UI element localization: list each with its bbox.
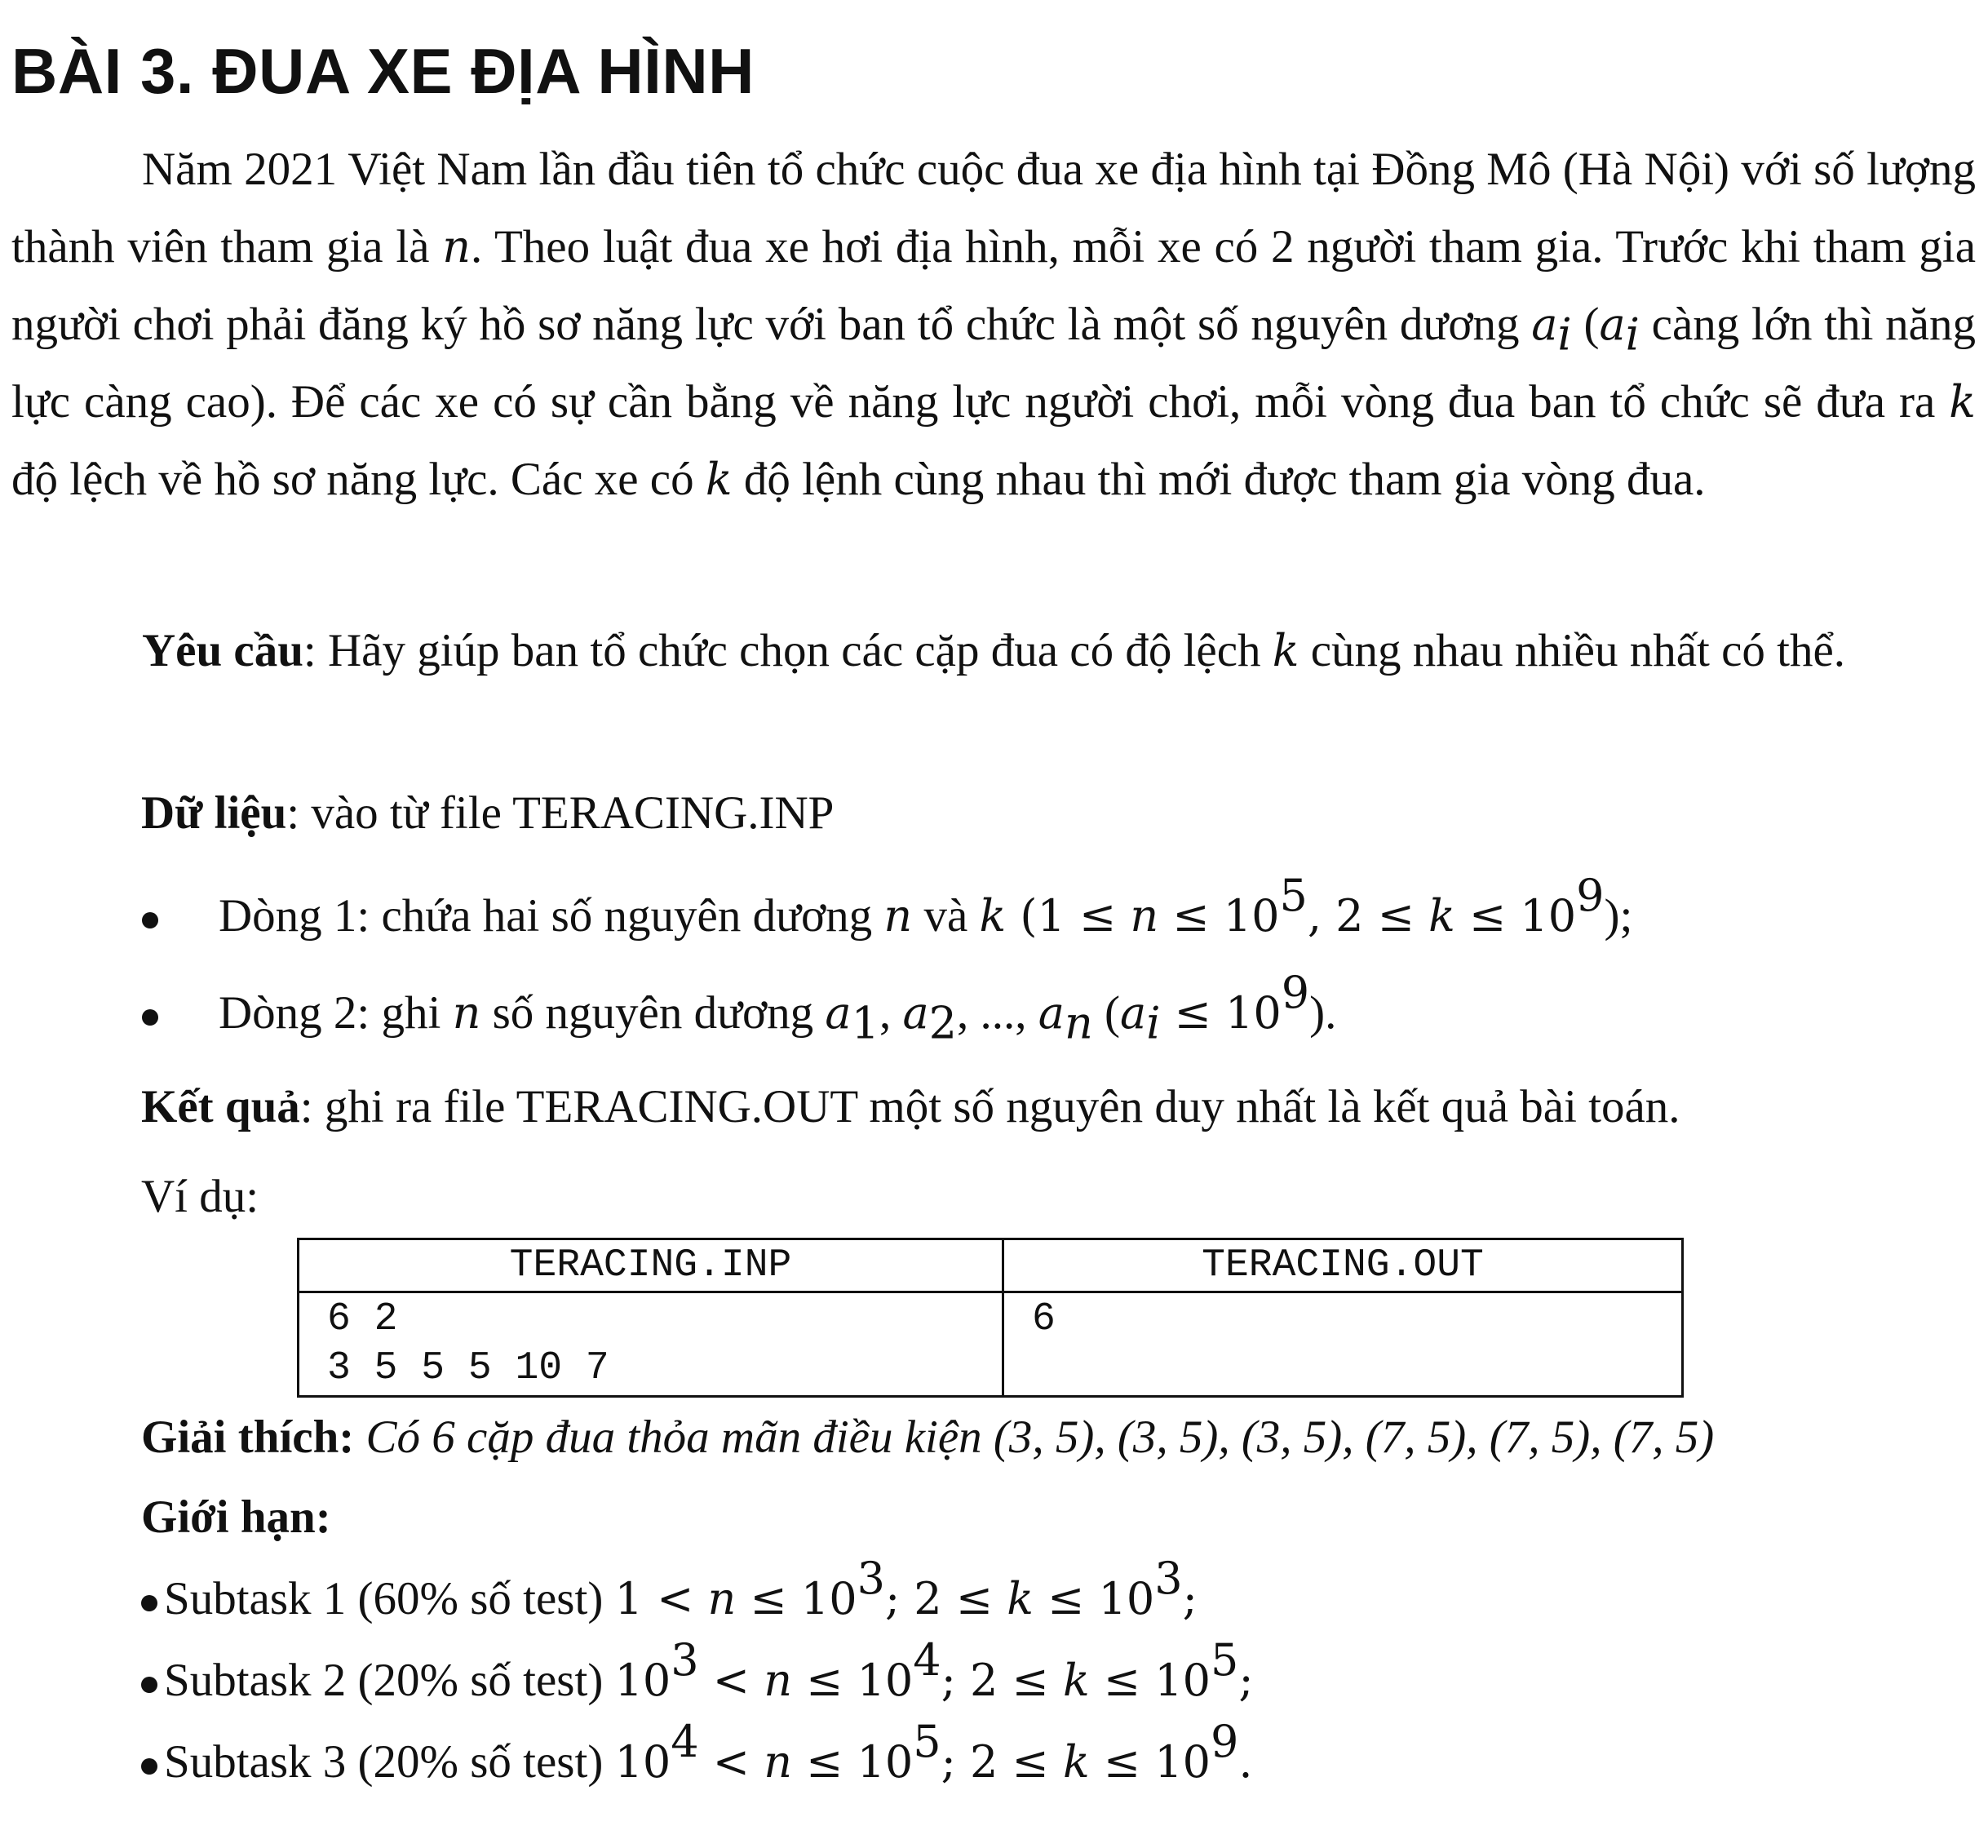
constraint-part: ≤ 10 bbox=[1454, 890, 1577, 942]
var-n: n bbox=[442, 221, 472, 273]
example-output-cell: 6 bbox=[1003, 1292, 1683, 1397]
example-label: Ví dụ: bbox=[141, 1171, 259, 1222]
input-bullet-2 bbox=[142, 966, 1337, 1049]
output-heading bbox=[141, 1079, 1680, 1136]
subscript: 2 bbox=[928, 997, 958, 1049]
explanation-label: Giải thích: bbox=[141, 1411, 355, 1463]
subtask-1 bbox=[141, 1552, 1198, 1628]
bullet-2-text-b: số nguyên dương bbox=[480, 987, 826, 1039]
input-label: Dữ liệu bbox=[141, 787, 287, 839]
constraint-end: ; bbox=[1238, 1655, 1254, 1706]
paren-close: ). bbox=[1309, 987, 1337, 1039]
var-n: n bbox=[452, 987, 481, 1039]
var-n: n bbox=[883, 890, 913, 942]
constraint-part: ; 2 ≤ bbox=[884, 1573, 1007, 1624]
bullet-1-text-a: Dòng 1: chứa hai số nguyên dương bbox=[219, 890, 884, 942]
var-a: a bbox=[1531, 299, 1558, 350]
var-k: k bbox=[705, 454, 733, 505]
output-text: : ghi ra file TERACING.OUT một số nguyên duy nhất là kết quả bài toán. bbox=[299, 1081, 1680, 1132]
var-a: a bbox=[1038, 987, 1065, 1039]
table-row bbox=[299, 1292, 1683, 1397]
example-table bbox=[297, 1238, 1684, 1398]
subscript: n bbox=[1064, 997, 1093, 1049]
exponent: 3 bbox=[857, 1552, 885, 1604]
constraint-part: ≤ 10 bbox=[1089, 1655, 1211, 1706]
constraint-end: ; bbox=[1182, 1573, 1198, 1624]
intro-text-1: Năm 2021 Việt Nam lần đầu tiên tổ chức cuộc đua xe địa hình tại Đồng Mô (Hà Nội) với số lượng thành viên tham gia là bbox=[11, 144, 1976, 273]
var-k: k bbox=[1062, 1736, 1090, 1788]
exponent: 3 bbox=[1154, 1552, 1183, 1604]
requirement-text-2: cùng nhau nhiều nhất có thể. bbox=[1299, 625, 1846, 676]
table-header-input: TERACING.INP bbox=[299, 1239, 1003, 1292]
var-a: a bbox=[902, 987, 929, 1039]
requirement-label: Yêu cầu bbox=[142, 625, 303, 676]
input-text: : vào từ file TERACING.INP bbox=[286, 787, 835, 839]
constraint-part: ≤ 10 bbox=[1160, 987, 1282, 1039]
comma: , bbox=[879, 987, 903, 1039]
constraint-part: 10 bbox=[614, 1655, 671, 1706]
ellipsis: ..., bbox=[980, 987, 1038, 1039]
constraint-part: ≤ 10 bbox=[736, 1573, 857, 1624]
sub-i: i bbox=[1557, 308, 1572, 361]
subtask-2 bbox=[141, 1633, 1254, 1709]
exponent: 5 bbox=[1210, 1633, 1239, 1686]
explanation bbox=[141, 1409, 1714, 1466]
var-k: k bbox=[979, 890, 1007, 942]
constraint-part: ; 2 ≤ bbox=[941, 1655, 1063, 1706]
intro-text-5: độ lệch về hồ sơ năng lực. Các xe có bbox=[11, 454, 706, 505]
input-heading bbox=[141, 785, 834, 842]
constraint-part: 1 < bbox=[614, 1573, 708, 1624]
sub-i: i bbox=[1625, 308, 1640, 361]
constraint-part: < bbox=[698, 1655, 764, 1706]
explanation-text: Có 6 cặp đua thỏa mãn điều kiện (3, 5), (3, 5), (3, 5), (7, 5), (7, 5), (7, 5) bbox=[354, 1411, 1715, 1463]
bullet-dot bbox=[141, 1595, 157, 1611]
var-k: k bbox=[1949, 376, 1976, 428]
constraint-part: ≤ 10 bbox=[1158, 890, 1280, 942]
exponent: 4 bbox=[671, 1715, 699, 1767]
exponent: 5 bbox=[913, 1715, 941, 1767]
exponent: 9 bbox=[1281, 966, 1310, 1018]
var-k: k bbox=[1428, 890, 1455, 942]
subtask-3-text: Subtask 3 (20% số test) bbox=[164, 1736, 615, 1788]
constraint-part: ≤ 10 bbox=[792, 1736, 914, 1788]
var-n: n bbox=[764, 1736, 792, 1788]
paren-open: ( bbox=[1092, 987, 1120, 1039]
requirement-paragraph bbox=[11, 612, 1976, 689]
bullet-2-text-a: Dòng 2: ghi bbox=[219, 987, 453, 1039]
limits-label: Giới hạn: bbox=[141, 1491, 331, 1543]
var-k: k bbox=[1272, 625, 1300, 676]
exponent: 5 bbox=[1279, 869, 1308, 921]
table-header-row bbox=[299, 1239, 1683, 1292]
comma: , bbox=[957, 987, 981, 1039]
constraint-part: , 2 ≤ bbox=[1307, 890, 1429, 942]
input-bullet-1 bbox=[142, 869, 1633, 945]
bullet-dot bbox=[142, 912, 158, 928]
constraint-part: ; 2 ≤ bbox=[941, 1736, 1063, 1788]
intro-text-3: ( bbox=[1571, 299, 1600, 350]
constraint-end: . bbox=[1238, 1736, 1253, 1788]
var-n: n bbox=[764, 1655, 792, 1706]
intro-text-2: . Theo luật đua xe hơi địa hình, mỗi xe có 2 người tham gia. Trước khi tham gia người chơi phải đăng ký hồ sơ năng lực với ban tổ chức là một số nguyên dương bbox=[11, 221, 1977, 350]
var-n: n bbox=[707, 1573, 737, 1624]
constraint-part: ≤ 10 bbox=[792, 1655, 914, 1706]
intro-paragraph bbox=[11, 131, 1976, 518]
var-k: k bbox=[1062, 1655, 1090, 1706]
subtask-1-text: Subtask 1 (60% số test) bbox=[164, 1573, 615, 1624]
output-label: Kết quả bbox=[141, 1081, 300, 1132]
exponent: 3 bbox=[671, 1633, 699, 1686]
exponent: 9 bbox=[1210, 1715, 1239, 1767]
example-input-cell: 6 2 3 5 5 5 10 7 bbox=[299, 1292, 1003, 1397]
var-a: a bbox=[1599, 299, 1626, 350]
exponent: 4 bbox=[913, 1633, 941, 1686]
subscript: i bbox=[1146, 997, 1161, 1049]
intro-text-4: càng lớn thì năng lực càng cao). Để các xe có sự cần bằng về năng lực người chơi, mỗi vòng đua ban tổ chức sẽ đưa ra bbox=[11, 299, 1976, 428]
exponent: 9 bbox=[1576, 869, 1605, 921]
table-header-output: TERACING.OUT bbox=[1003, 1239, 1683, 1292]
page-title: BÀI 3. ĐUA XE ĐỊA HÌNH bbox=[11, 35, 755, 107]
constraint-part: < bbox=[698, 1736, 764, 1788]
bullet-dot bbox=[141, 1677, 157, 1693]
bullet-dot bbox=[142, 1009, 158, 1026]
bullet-dot bbox=[141, 1758, 157, 1775]
constraint-end: ); bbox=[1604, 890, 1633, 942]
var-a: a bbox=[825, 987, 852, 1039]
subtask-3 bbox=[141, 1715, 1253, 1791]
constraint-part: 10 bbox=[614, 1736, 671, 1788]
var-k: k bbox=[1007, 1573, 1034, 1624]
bullet-1-text-b: và bbox=[912, 890, 980, 942]
subscript: 1 bbox=[851, 997, 879, 1049]
intro-text-6: độ lệnh cùng nhau thì mới được tham gia vòng đua. bbox=[732, 454, 1706, 505]
var-a: a bbox=[1120, 987, 1147, 1039]
requirement-text-1: : Hãy giúp ban tổ chức chọn các cặp đua có độ lệch bbox=[303, 625, 1273, 676]
constraint-part: ≤ 10 bbox=[1089, 1736, 1211, 1788]
var-n: n bbox=[1130, 890, 1159, 942]
constraint-part: (1 ≤ bbox=[1006, 890, 1131, 942]
subtask-2-text: Subtask 2 (20% số test) bbox=[164, 1655, 615, 1706]
constraint-part: ≤ 10 bbox=[1033, 1573, 1155, 1624]
